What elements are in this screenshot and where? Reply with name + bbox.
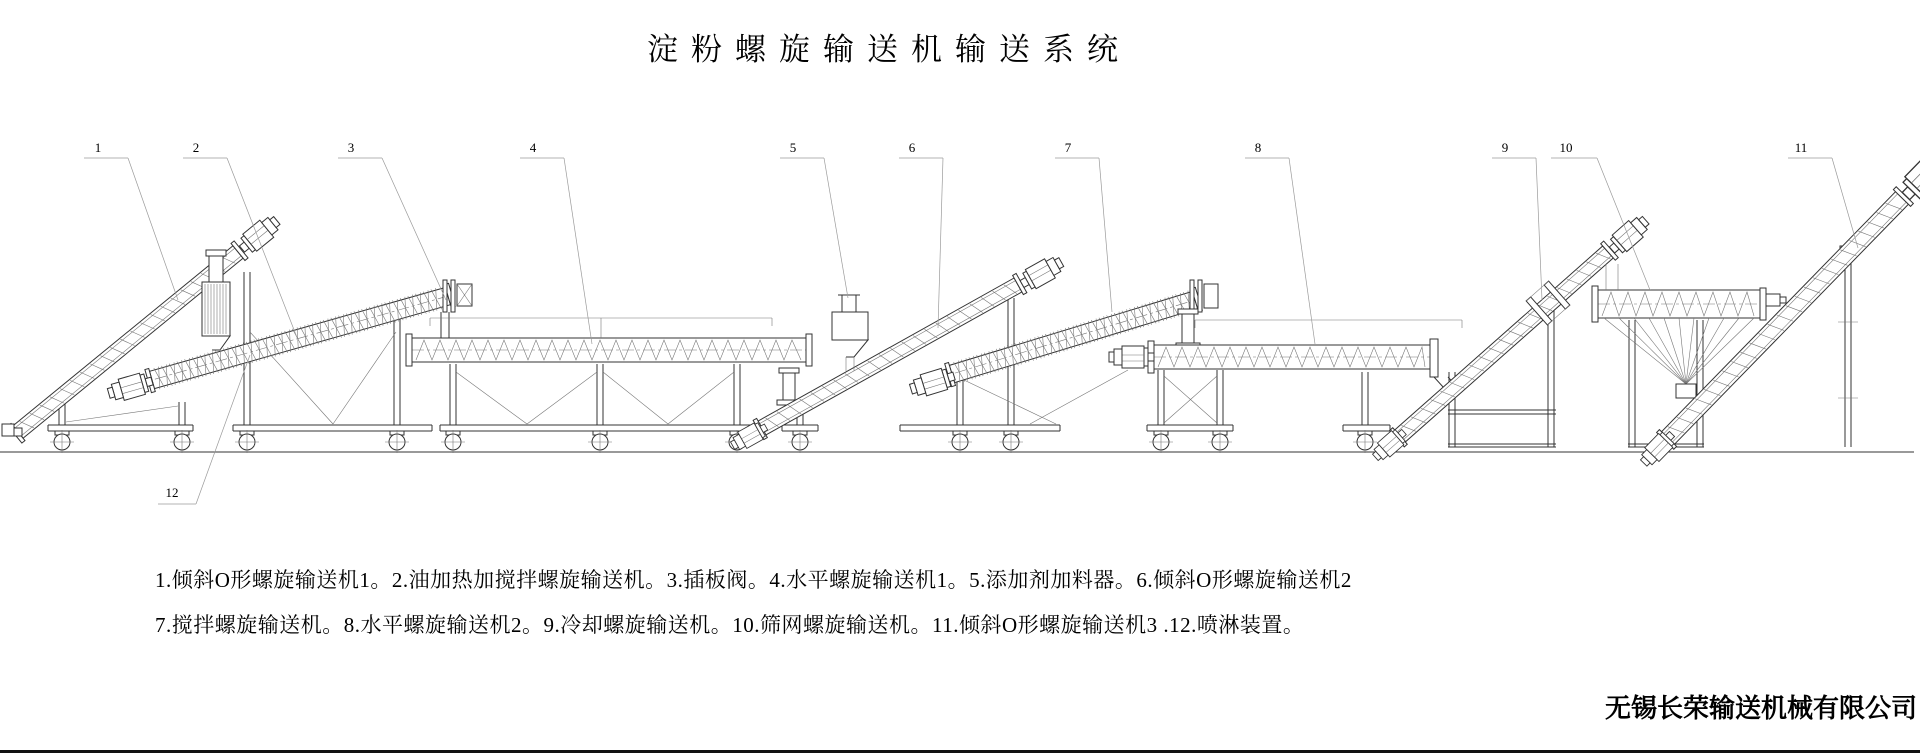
callout-label-5: 5 [789,140,797,155]
callout-label-1: 1 [94,140,102,155]
legend [155,558,1352,648]
legend-line-2: 7.搅拌螺旋输送机。8.水平螺旋输送机2。9.冷却螺旋输送机。10.筛网螺旋输送机。11.倾斜O形螺旋输送机3 .12.喷淋装置。 [155,613,1305,637]
conveyor-4-rail [430,318,772,338]
mixer-7-head-valve [1176,280,1218,348]
callout-label-10: 10 [1559,140,1573,155]
bench-3 [440,364,770,453]
conveyor-8-motor [1109,346,1154,368]
sieve-conveyor-10 [1592,264,1786,322]
conveyor-6-motor [1017,252,1067,293]
callout-label-4: 4 [529,140,537,155]
callout-label-8: 8 [1254,140,1262,155]
callout-label-9: 9 [1501,140,1509,155]
callout-label-7: 7 [1064,140,1072,155]
bench-5 [1147,370,1233,453]
conveyor-8-rail [1195,320,1462,328]
callout-label-12: 12 [165,485,179,500]
legend-line-1: 1.倾斜O形螺旋输送机1。2.油加热加搅拌螺旋输送机。3.插板阀。4.水平螺旋输送机1。5.添加剂加料器。6.倾斜O形螺旋输送机2 [155,568,1352,592]
horizontal-conveyor-8 [1148,341,1436,373]
callout-label-3: 3 [347,140,355,155]
additive-feeder-5 [832,295,868,371]
callout-label-2: 2 [192,140,200,155]
bench-2 [233,272,432,453]
horizontal-conveyor-4 [406,334,812,366]
callout-label-11: 11 [1794,140,1808,155]
callout-label-6: 6 [908,140,916,155]
gate-valve-3 [441,280,472,338]
company-name: 无锡长荣输送机械有限公司 [1604,694,1917,723]
cooling-conveyor-9 [1390,241,1619,447]
drawing-title: 淀粉螺旋输送机输送系统 [647,32,1131,67]
bench-1 [48,402,194,453]
